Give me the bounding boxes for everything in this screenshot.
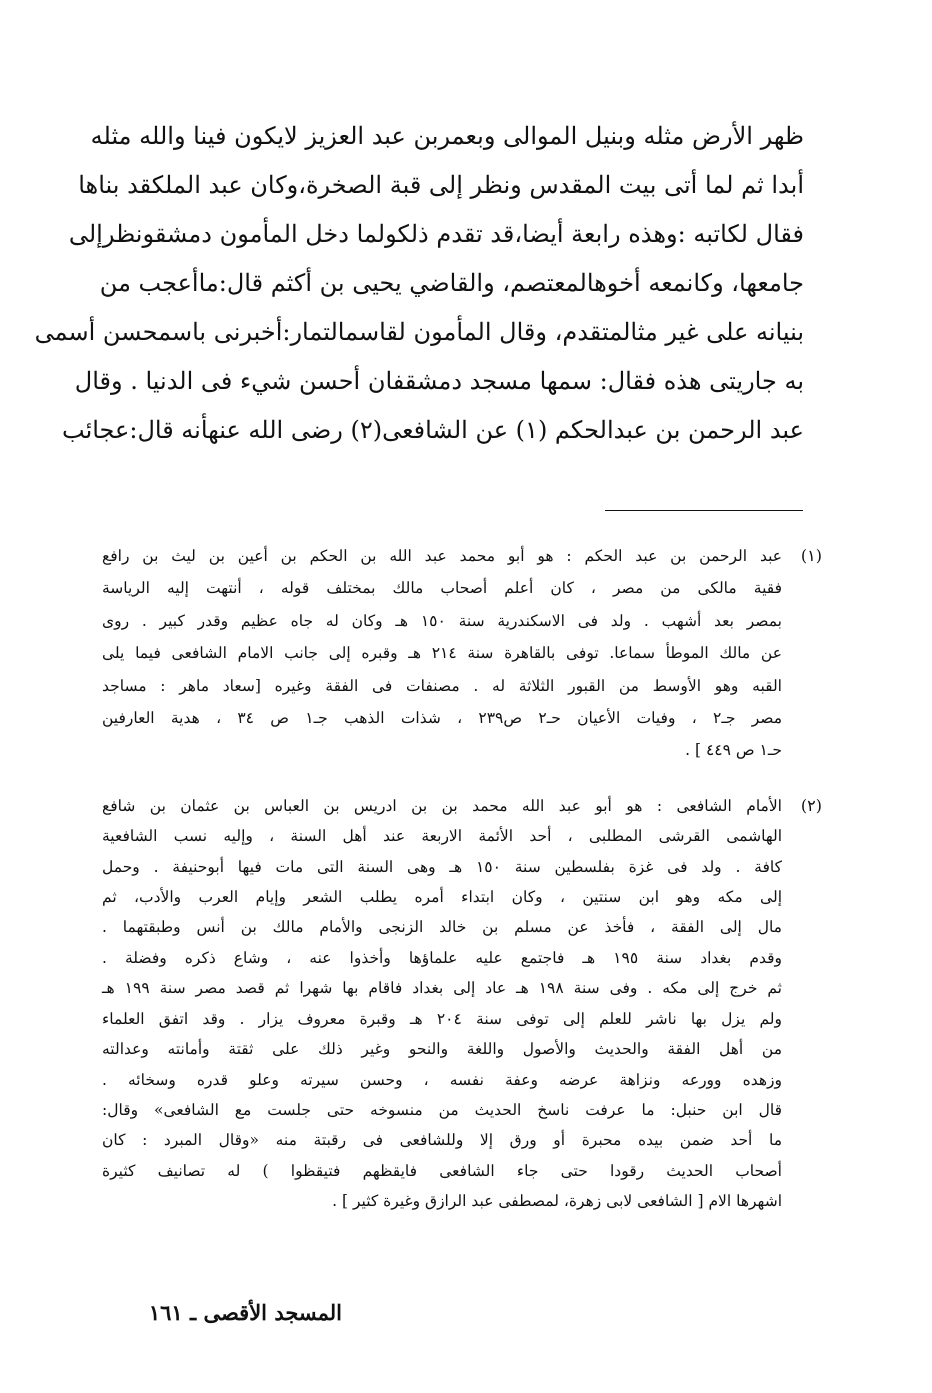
body-line-7: عبد الرحمن بن عبدالحكم (١) عن الشافعى(٢) رضى الله عنهأنه قال:عجائب (62, 416, 804, 444)
footnote-line: الأمام الشافعى : هو أبو عبد الله محمد بن بن ادريس بن العباس بن عثمان بن شافع (102, 796, 782, 815)
footer-separator: ـ (189, 1300, 197, 1325)
page-footer (149, 1300, 342, 1325)
footnote-separator-rule (605, 510, 803, 511)
footnotes-section (102, 540, 822, 1217)
footnote-line: مصر جـ٢ ، وفيات الأعيان حـ٢ ص٢٣٩ ، شذات الذهب جـ١ ص ٣٤ ، هدية العارفين (102, 709, 782, 728)
body-line-4: جامعها، وكانمعه أخوهالمعتصم، والقاضي يحيى بن أكثم قال:ماأعجب من (99, 269, 804, 297)
footnote-line: ما أحد ضمن بيده محبرة أو ورق إلا وللشافعى فى رقبتة منه «وقال المبرد : كان (102, 1131, 782, 1150)
footnote-line: بمصر بعد أشهب . ولد فى الاسكندرية سنة ١٥٠ هـ وكان له جاه عظيم وقدر كبير . روى (102, 611, 782, 630)
footnote-1-body (102, 540, 782, 767)
footnote-line: القبه وهو الأوسط من القبور الثلاثة له . مصنفات فى الفقة وغيره [سعاد ماهر : مساجد (102, 676, 782, 695)
body-line-3: فقال لكاتبه :وهذه رابعة أيضا،قد تقدم ذلكولما دخل المأمون دمشقونظرإلى (68, 220, 804, 248)
footnote-line: الهاشمى القرشى المطلبى ، أحد الأئمة الاربعة عند أهل السنة ، وإليه نسب الشافعية (102, 827, 782, 846)
footnote-line: من أهل الفقة والحديث والأصول واللغة والنحو وغير ذلك على ثقتة وأمانته وعدالته (102, 1040, 782, 1059)
footnote-line: اشهرها الام [ الشافعى لابى زهرة، لمصطفى عبد الرازق وغيرة كثير ] . (332, 1192, 782, 1211)
footnote-1 (102, 540, 822, 767)
footnote-line: قال ابن حنبل: ما عرفت ناسخ الحديث من منسوخه حتى جلست مع الشافعى» وقال: (102, 1100, 782, 1119)
footnote-line: مال إلى الفقة ، فأخذ عن مسلم بن خالد الزنجى والأمام مالك بن أنس وطبقتهما . (102, 918, 782, 937)
footnote-line: أصحاب الحديث رقودا حتى جاء الشافعى فايقظهم فتيقظوا ) له تصانيف كثيرة (102, 1161, 782, 1180)
footnote-2-number: (٢) (800, 795, 822, 815)
footnote-line: حـ١ ص ٤٤٩ ] . (685, 741, 782, 760)
body-line-5: بنيانه على غير مثالمتقدم، وقال المأمون لقاسمالتمار:أخبرنى باسمحسن أسمى (34, 318, 804, 346)
footnote-line: فقية مالكى من مصر ، كان أعلم أصحاب مالك بمختلف قوله ، أنتهت إليه الرياسة (102, 579, 782, 598)
footnote-1-number: (١) (800, 546, 822, 565)
footnote-line: عبد الرحمن بن عبد الحكم : هو أبو محمد عبد الله بن الحكم بن أعين بن ليث بن رافع (102, 547, 782, 565)
body-line-6: به جاريتى هذه فقال: سمها مسجد دمشقفان أحسن شيء فى الدنيا . وقال (74, 367, 804, 395)
footnote-line: ولم يزل بها ناشر للعلم إلى توفى سنة ٢٠٤ هـ وقبرة معروف يزار . وقد اتفق العلماء (102, 1009, 782, 1028)
main-body-text (34, 112, 804, 455)
footnote-line: كافة . ولد فى غزة بفلسطين سنة ١٥٠ هـ وهى السنة التى مات فيها أبوحنيفة . وحمل (102, 857, 782, 876)
body-line-1: ظهر الأرض مثله وبنيل الموالى وبعمربن عبد العزيز لايكون فينا والله مثله (90, 122, 804, 150)
footnote-line: عن مالك الموطأ سماعا. توفى بالقاهرة سنة ٢١٤ هـ وقبره إلى جانب الامام الشافعى فيما يلى (102, 644, 782, 663)
running-title: المسجد الأقصى (203, 1300, 342, 1325)
footnote-line: ثم خرج إلى مكه . وفى سنة ١٩٨ هـ عاد إلى بغداد فاقام بها شهرا ثم قصد مصر سنة ١٩٩ هـ (102, 979, 782, 998)
footnote-line: وزهده وورعه ونزاهة عرضه وعفة نفسه ، وحسن سيرته وعلو قدره وسخائه . (102, 1070, 782, 1089)
page-number: ١٦١ (148, 1300, 183, 1325)
footnote-line: إلى مكه وهو ابن سنتين ، وكان ابتداء أمره يطلب الشعر وإيام العرب والأدب، ثم (102, 888, 782, 907)
body-line-2: أبدا ثم لما أتى بيت المقدس ونظر إلى قبة الصخرة،وكان عبد الملكقد بناها (78, 171, 804, 199)
footnote-line: وقدم بغداد سنة ١٩٥ هـ فاجتمع عليه علماؤها وأخذوا عنه ، وشاع ذكره وفضلة . (102, 948, 783, 967)
footnote-2 (102, 791, 822, 1217)
footnote-2-body (102, 791, 782, 1217)
